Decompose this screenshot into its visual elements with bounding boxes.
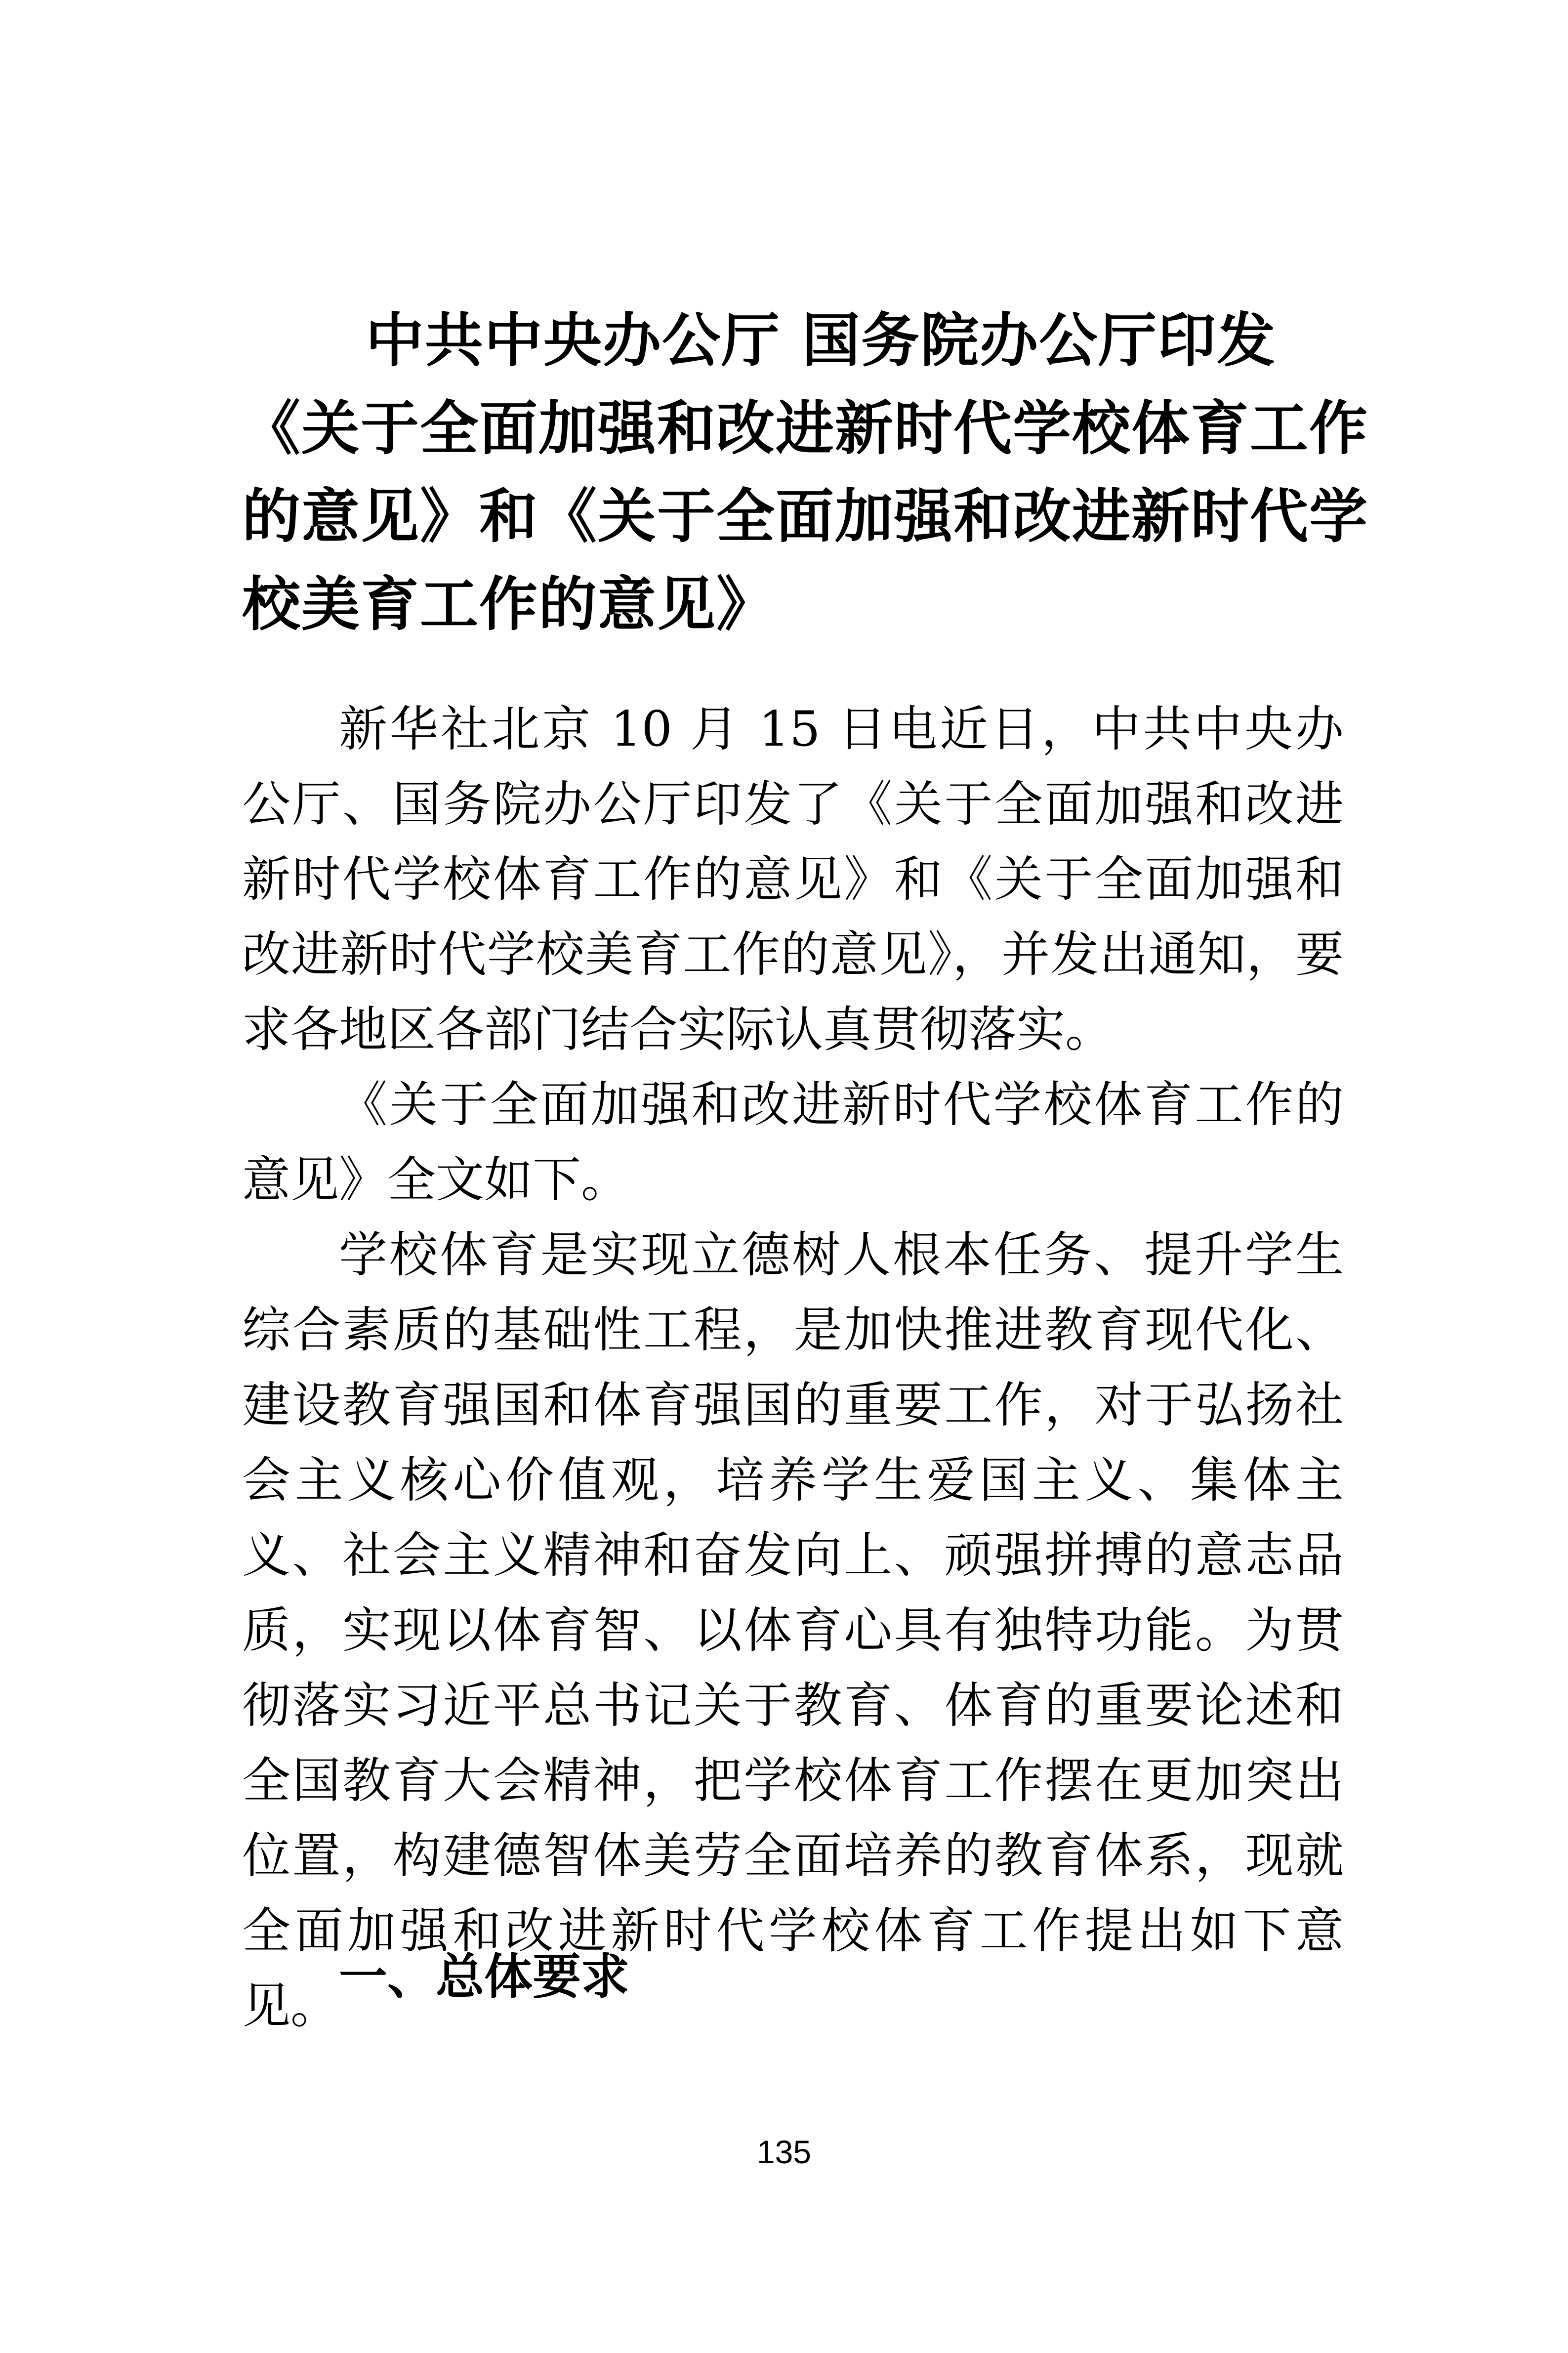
section-heading: 一、总体要求 xyxy=(339,1949,630,2005)
title-line: 校美育工作的意见》 xyxy=(242,570,776,638)
page-number: 135 xyxy=(756,2134,812,2170)
body-paragraph: 学校体育是实现立德树人根本任务、提升学生综合素质的基础性工程，是加快推进教育现代化、建设教育强国和体育强国的重要工作，对于弘扬社会主义核心价值观，培养学生爱国主义、集体主义、社会主义精神和奋发向上、顽强拼搏的意志品质，实现以体育智、以体育心具有独特功能。为贯彻落实习近平总书记关于教育、体育的重要论述和全国教育大会精神，把学校体育工作摆在更加突出位置，构建德智体美劳全面培养的教育体系，现就全面加强和改进新时代学校体育工作提出如下意见。 xyxy=(242,1227,1344,2034)
document-title xyxy=(242,296,1369,648)
body-paragraph: 《关于全面加强和改进新时代学校体育工作的意见》全文如下。 xyxy=(242,1077,1344,1208)
title-line: 中共中央办公厅 国务院办公厅印发 xyxy=(366,306,1277,375)
title-line: 的意见》和《关于全面加强和改进新时代学 xyxy=(242,482,1369,550)
body-paragraph: 新华社北京 10 月 15 日电近日，中共中央办公厅、国务院办公厅印发了《关于全面加强和改进新时代学校体育工作的意见》和《关于全面加强和改进新时代学校美育工作的意见》，并发出通知，要求各地区各部门结合实际认真贯彻落实。 xyxy=(242,701,1344,1058)
title-line: 《关于全面加强和改进新时代学校体育工作 xyxy=(242,394,1369,462)
document-body xyxy=(242,692,1344,2044)
